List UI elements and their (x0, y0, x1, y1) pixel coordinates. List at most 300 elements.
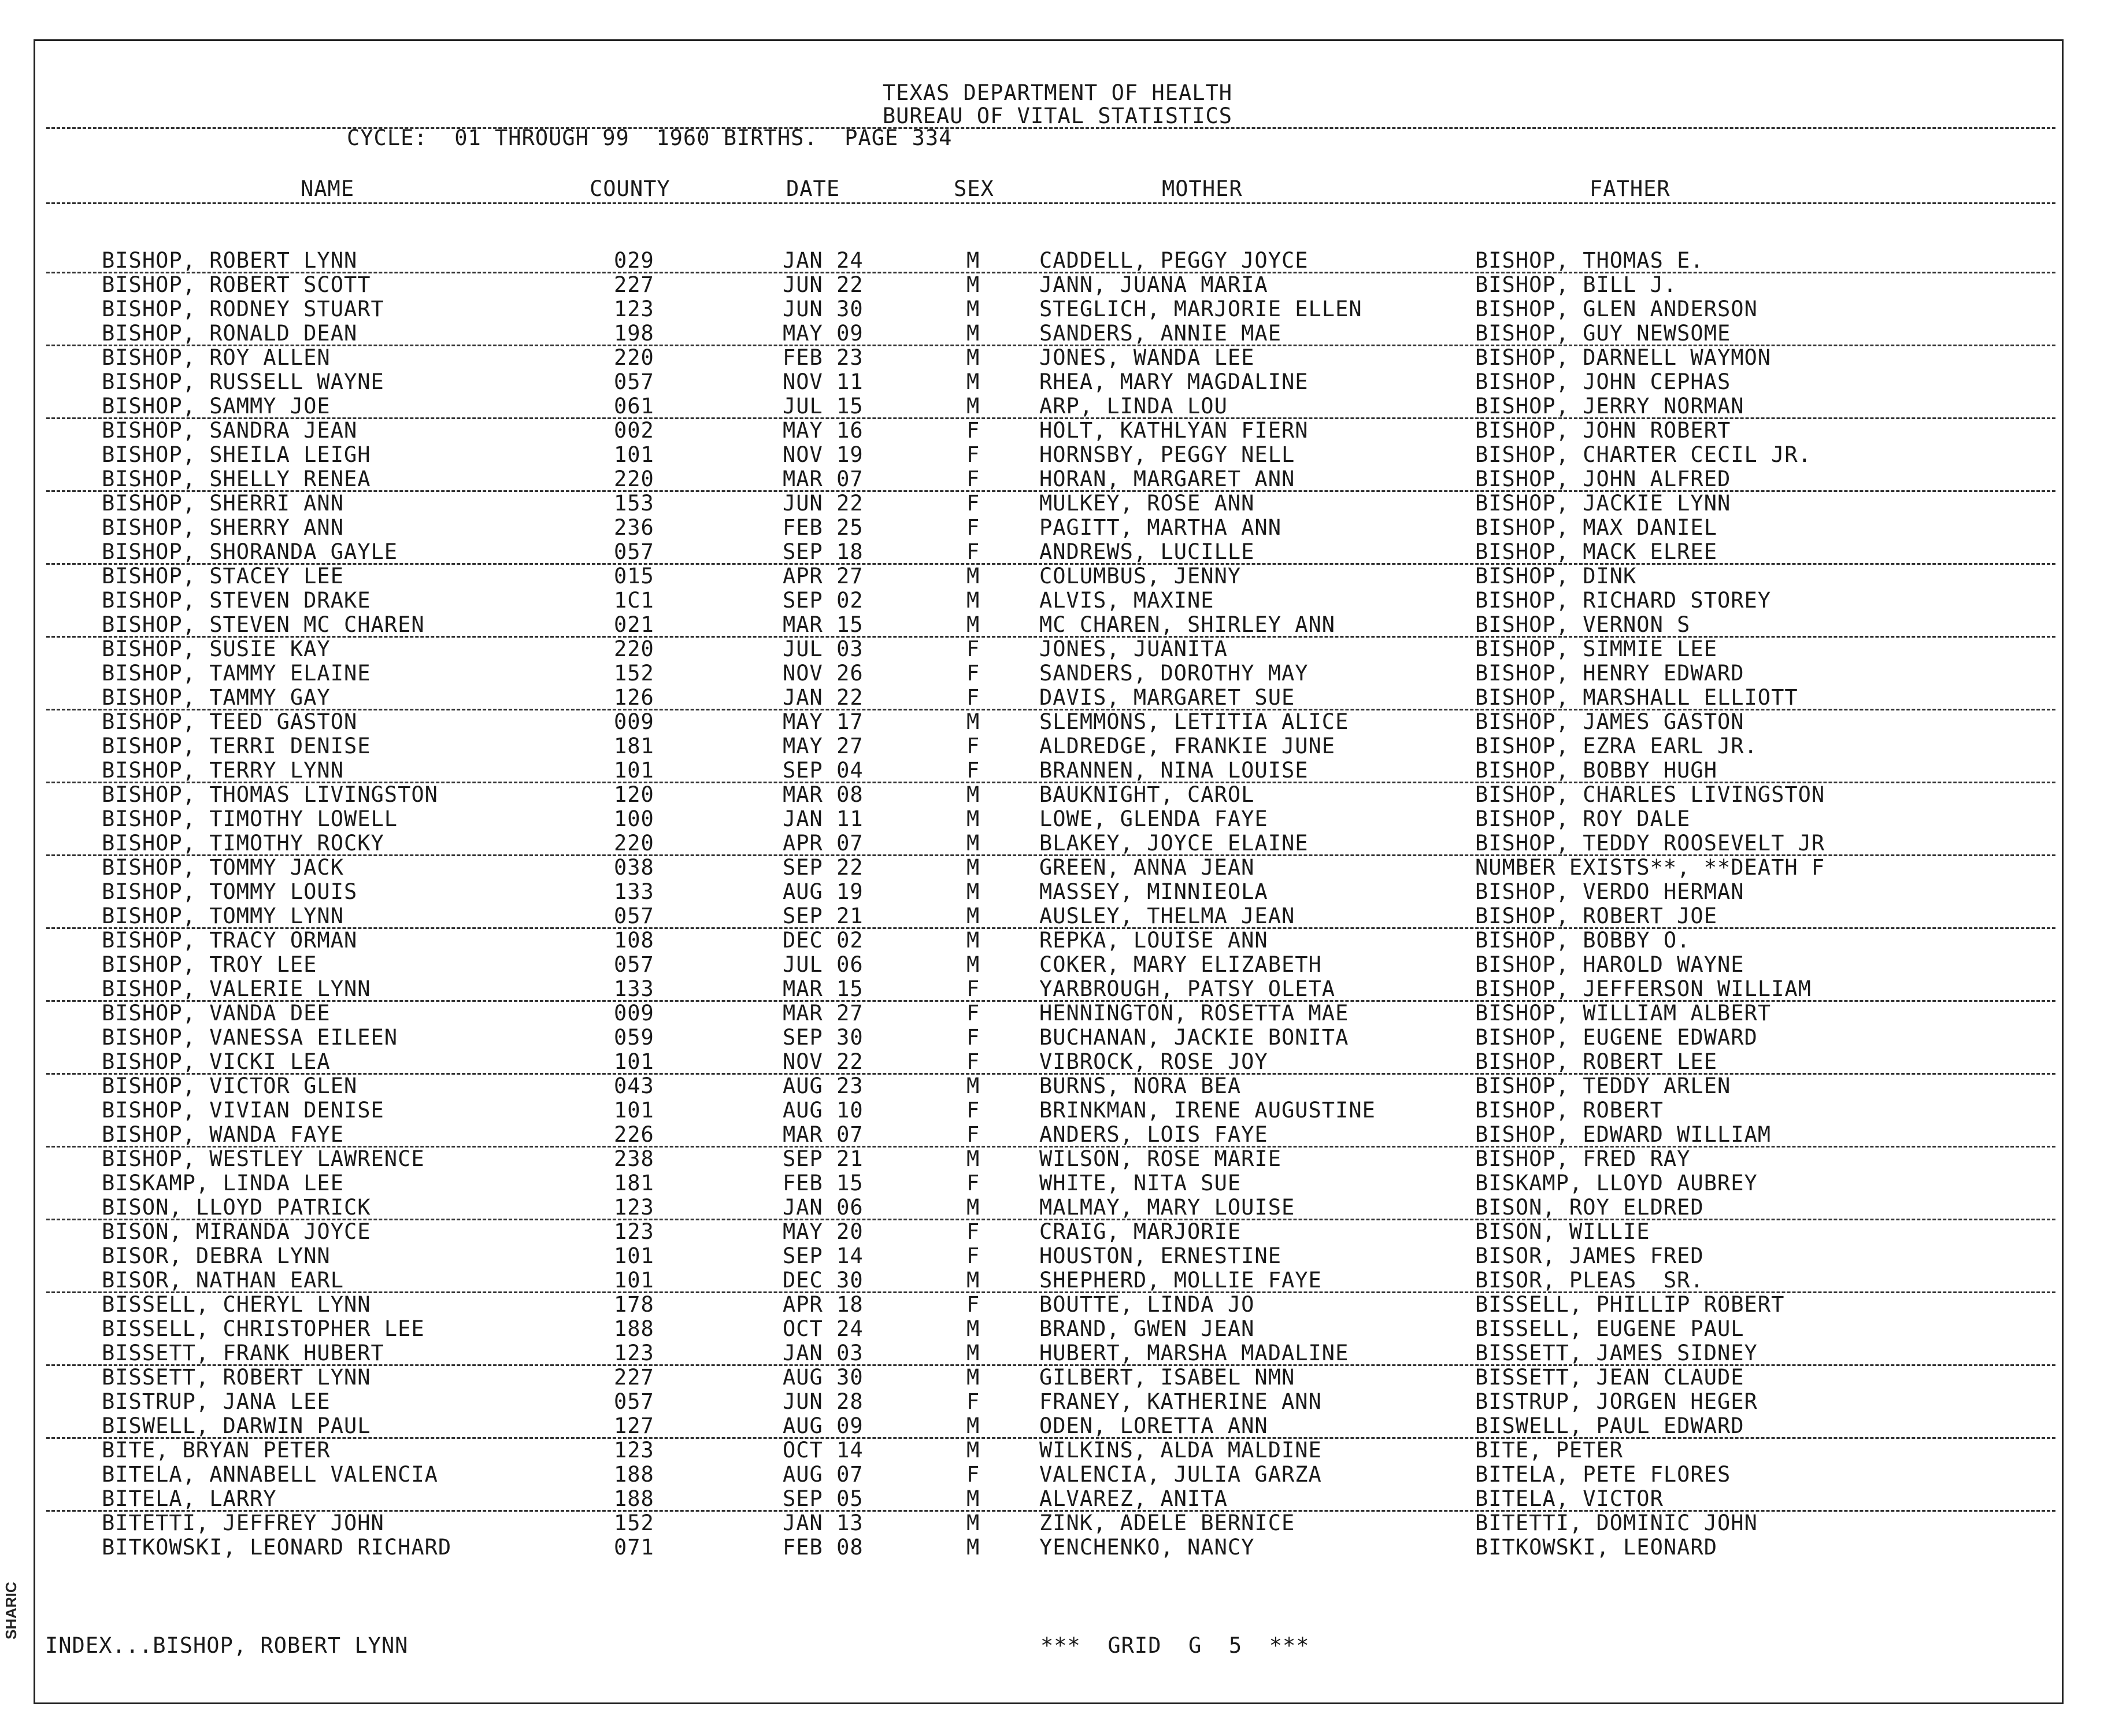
side-label: SHARIC (2, 1582, 20, 1639)
cell-county: 021 (614, 612, 654, 637)
cell-father: BISHOP, HENRY EDWARD (1475, 661, 1744, 686)
table-row (0, 297, 2115, 321)
cell-father: BITKOWSKI, LEONARD (1475, 1535, 1717, 1560)
cell-father: BISHOP, BOBBY O. (1475, 928, 1691, 953)
cell-name: BISHOP, TAMMY GAY (102, 685, 331, 710)
cell-mother: PAGITT, MARTHA ANN (1039, 515, 1281, 540)
cell-name: BISHOP, TOMMY JACK (102, 855, 344, 880)
cell-date: JUN 22 (783, 491, 864, 516)
cell-date: AUG 07 (783, 1462, 864, 1487)
cell-date: SEP 14 (783, 1243, 864, 1268)
cell-father: BITE, PETER (1475, 1438, 1624, 1463)
cell-mother: BRANNEN, NINA LOUISE (1039, 758, 1309, 783)
table-row (0, 1026, 2115, 1050)
cell-name: BITELA, ANNABELL VALENCIA (102, 1462, 438, 1487)
cell-mother: JONES, WANDA LEE (1039, 345, 1255, 370)
cell-father: BISHOP, RICHARD STOREY (1475, 588, 1772, 613)
cell-date: FEB 15 (783, 1171, 864, 1195)
cell-county: 123 (614, 1341, 654, 1365)
cell-date: SEP 02 (783, 588, 864, 613)
cell-date: SEP 30 (783, 1025, 864, 1050)
table-row (0, 686, 2115, 710)
cell-name: BISHOP, STEVEN DRAKE (102, 588, 371, 613)
cell-father: BITELA, PETE FLORES (1475, 1462, 1731, 1487)
cell-sex: F (966, 1049, 980, 1074)
cell-county: 220 (614, 345, 654, 370)
cell-sex: F (966, 758, 980, 783)
cell-name: BISKAMP, LINDA LEE (102, 1171, 344, 1195)
cell-county: 227 (614, 1365, 654, 1390)
cell-mother: MASSEY, MINNIEOLA (1039, 879, 1268, 904)
cell-mother: ARP, LINDA LOU (1039, 394, 1228, 419)
header-rule-2 (46, 202, 2055, 204)
cell-sex: F (966, 515, 980, 540)
cell-father: BISHOP, WILLIAM ALBERT (1475, 1001, 1772, 1026)
cell-father: BISHOP, JERRY NORMAN (1475, 394, 1744, 419)
cell-sex: M (966, 1511, 980, 1535)
column-date: DATE (786, 176, 840, 201)
table-row (0, 1001, 2115, 1026)
table-row (0, 928, 2115, 953)
cell-mother: COLUMBUS, JENNY (1039, 564, 1242, 588)
table-row (0, 880, 2115, 904)
cell-sex: F (966, 442, 980, 467)
cell-date: SEP 05 (783, 1486, 864, 1511)
cell-mother: JONES, JUANITA (1039, 636, 1228, 661)
column-sex: SEX (954, 176, 994, 201)
cell-father: BISSETT, JAMES SIDNEY (1475, 1341, 1758, 1365)
cell-father: BISHOP, JOHN CEPHAS (1475, 369, 1731, 394)
cell-date: SEP 18 (783, 539, 864, 564)
cell-mother: BUCHANAN, JACKIE BONITA (1039, 1025, 1349, 1050)
cell-date: APR 07 (783, 831, 864, 856)
cell-sex: M (966, 1074, 980, 1098)
table-row (0, 1123, 2115, 1147)
cell-name: BISOR, NATHAN EARL (102, 1268, 344, 1293)
cell-date: JAN 24 (783, 248, 864, 273)
cell-date: OCT 24 (783, 1316, 864, 1341)
cell-name: BISHOP, VANESSA EILEEN (102, 1025, 398, 1050)
cell-county: 181 (614, 1171, 654, 1195)
footer-index: INDEX...BISHOP, ROBERT LYNN (45, 1633, 409, 1658)
cell-father: BITELA, VICTOR (1475, 1486, 1664, 1511)
cell-name: BISON, LLOYD PATRICK (102, 1195, 371, 1220)
cell-name: BISHOP, SUSIE KAY (102, 636, 331, 661)
cell-sex: F (966, 1462, 980, 1487)
cell-name: BISHOP, ROY ALLEN (102, 345, 331, 370)
cycle-line: CYCLE: 01 THROUGH 99 1960 BIRTHS. PAGE 334 (347, 125, 953, 150)
cell-county: 236 (614, 515, 654, 540)
cell-date: APR 18 (783, 1292, 864, 1317)
cell-date: JUN 22 (783, 272, 864, 297)
cell-sex: M (966, 855, 980, 880)
cell-name: BISHOP, SHEILA LEIGH (102, 442, 371, 467)
cell-date: JUN 30 (783, 297, 864, 321)
cell-county: 178 (614, 1292, 654, 1317)
cell-name: BISHOP, TIMOTHY ROCKY (102, 831, 384, 856)
cell-sex: M (966, 1268, 980, 1293)
cell-county: 133 (614, 976, 654, 1001)
table-row (0, 637, 2115, 661)
cell-date: DEC 02 (783, 928, 864, 953)
cell-sex: M (966, 297, 980, 321)
cell-county: 188 (614, 1316, 654, 1341)
cell-sex: F (966, 1171, 980, 1195)
cell-name: BISHOP, VICKI LEA (102, 1049, 331, 1074)
cell-date: APR 27 (783, 564, 864, 588)
cell-mother: HORNSBY, PEGGY NELL (1039, 442, 1295, 467)
cell-mother: WILSON, ROSE MARIE (1039, 1146, 1281, 1171)
table-row (0, 1414, 2115, 1438)
table-row (0, 613, 2115, 637)
cell-father: BISHOP, JACKIE LYNN (1475, 491, 1731, 516)
cell-county: 220 (614, 831, 654, 856)
table-row (0, 1511, 2115, 1535)
cell-father: BISHOP, VERDO HERMAN (1475, 879, 1744, 904)
table-row (0, 491, 2115, 516)
cell-sex: M (966, 394, 980, 419)
cell-sex: F (966, 467, 980, 491)
table-row (0, 1050, 2115, 1074)
cell-sex: M (966, 806, 980, 831)
cell-father: BISHOP, SIMMIE LEE (1475, 636, 1717, 661)
cell-name: BISHOP, RONALD DEAN (102, 321, 358, 346)
cell-mother: ANDREWS, LUCILLE (1039, 539, 1255, 564)
cell-father: NUMBER EXISTS**, **DEATH F (1475, 855, 1825, 880)
cell-mother: MALMAY, MARY LOUISE (1039, 1195, 1295, 1220)
cell-mother: HOUSTON, ERNESTINE (1039, 1243, 1281, 1268)
cell-name: BISHOP, THOMAS LIVINGSTON (102, 782, 438, 807)
cell-sex: M (966, 248, 980, 273)
table-row (0, 1487, 2115, 1511)
cell-county: 198 (614, 321, 654, 346)
cell-sex: M (966, 1365, 980, 1390)
cell-name: BISHOP, VALERIE LYNN (102, 976, 371, 1001)
cell-date: MAR 27 (783, 1001, 864, 1026)
column-header-row (0, 177, 2115, 201)
cell-father: BISHOP, TEDDY ARLEN (1475, 1074, 1731, 1098)
cell-father: BISOR, JAMES FRED (1475, 1243, 1704, 1268)
cell-mother: VALENCIA, JULIA GARZA (1039, 1462, 1322, 1487)
table-row (0, 977, 2115, 1001)
cell-mother: ALVIS, MAXINE (1039, 588, 1214, 613)
cell-sex: M (966, 952, 980, 977)
table-row (0, 904, 2115, 928)
table-row (0, 540, 2115, 564)
cell-sex: M (966, 1146, 980, 1171)
cell-father: BISHOP, THOMAS E. (1475, 248, 1704, 273)
table-row (0, 758, 2115, 783)
cell-county: 002 (614, 418, 654, 443)
cell-mother: GILBERT, ISABEL NMN (1039, 1365, 1295, 1390)
cell-name: BISHOP, RODNEY STUART (102, 297, 384, 321)
cell-sex: M (966, 345, 980, 370)
cell-date: FEB 25 (783, 515, 864, 540)
table-row (0, 1220, 2115, 1244)
cell-date: AUG 19 (783, 879, 864, 904)
cell-mother: MULKEY, ROSE ANN (1039, 491, 1255, 516)
cell-county: 126 (614, 685, 654, 710)
table-row (0, 516, 2115, 540)
cell-father: BISHOP, CHARTER CECIL JR. (1475, 442, 1812, 467)
cell-father: BISHOP, EZRA EARL JR. (1475, 734, 1758, 758)
column-name: NAME (301, 176, 355, 201)
cell-date: JUN 28 (783, 1389, 864, 1414)
cell-name: BISWELL, DARWIN PAUL (102, 1413, 371, 1438)
cell-name: BISHOP, VANDA DEE (102, 1001, 331, 1026)
cell-county: 152 (614, 1511, 654, 1535)
cell-sex: M (966, 564, 980, 588)
cell-name: BISHOP, ROBERT SCOTT (102, 272, 371, 297)
cell-father: BISHOP, CHARLES LIVINGSTON (1475, 782, 1825, 807)
table-row (0, 443, 2115, 467)
cell-sex: M (966, 321, 980, 346)
cell-mother: LOWE, GLENDA FAYE (1039, 806, 1268, 831)
table-row (0, 1293, 2115, 1317)
cell-name: BITKOWSKI, LEONARD RICHARD (102, 1535, 452, 1560)
cell-sex: F (966, 418, 980, 443)
cell-date: NOV 19 (783, 442, 864, 467)
table-row (0, 370, 2115, 394)
table-row (0, 807, 2115, 831)
cell-name: BISHOP, TRACY ORMAN (102, 928, 358, 953)
cell-date: NOV 11 (783, 369, 864, 394)
cell-name: BISHOP, SHERRI ANN (102, 491, 344, 516)
cell-date: JAN 13 (783, 1511, 864, 1535)
cell-county: 057 (614, 369, 654, 394)
table-row (0, 734, 2115, 758)
cell-sex: F (966, 1243, 980, 1268)
cell-county: 120 (614, 782, 654, 807)
footer-grid: *** GRID G 5 *** (1040, 1633, 1310, 1658)
cell-sex: F (966, 661, 980, 686)
cell-county: 009 (614, 709, 654, 734)
cell-father: BISHOP, TEDDY ROOSEVELT JR (1475, 831, 1825, 856)
cell-sex: M (966, 928, 980, 953)
cell-date: SEP 21 (783, 1146, 864, 1171)
cell-county: 227 (614, 272, 654, 297)
table-row (0, 1365, 2115, 1390)
cell-name: BISHOP, TOMMY LOUIS (102, 879, 358, 904)
cell-name: BISHOP, WANDA FAYE (102, 1122, 344, 1147)
header-title: TEXAS DEPARTMENT OF HEALTH (882, 80, 1233, 105)
cell-sex: F (966, 1001, 980, 1026)
cell-mother: ANDERS, LOIS FAYE (1039, 1122, 1268, 1147)
cell-county: 238 (614, 1146, 654, 1171)
cell-father: BISTRUP, JORGEN HEGER (1475, 1389, 1758, 1414)
cell-name: BISHOP, SHORANDA GAYLE (102, 539, 398, 564)
cell-date: JAN 11 (783, 806, 864, 831)
cell-father: BISHOP, GUY NEWSOME (1475, 321, 1731, 346)
cell-county: 123 (614, 1438, 654, 1463)
table-row (0, 249, 2115, 273)
column-mother: MOTHER (1162, 176, 1243, 201)
cell-name: BISHOP, SANDRA JEAN (102, 418, 358, 443)
cell-date: MAR 07 (783, 1122, 864, 1147)
cell-sex: M (966, 782, 980, 807)
cell-date: NOV 22 (783, 1049, 864, 1074)
cell-county: 057 (614, 539, 654, 564)
cell-county: 009 (614, 1001, 654, 1026)
cell-date: DEC 30 (783, 1268, 864, 1293)
cell-sex: M (966, 1413, 980, 1438)
cell-mother: WHITE, NITA SUE (1039, 1171, 1242, 1195)
table-row (0, 467, 2115, 491)
cell-county: 101 (614, 1049, 654, 1074)
cell-name: BISHOP, STEVEN MC CHAREN (102, 612, 425, 637)
cell-county: 061 (614, 394, 654, 419)
cell-father: BISHOP, ROBERT LEE (1475, 1049, 1717, 1074)
cell-mother: ODEN, LORETTA ANN (1039, 1413, 1268, 1438)
cell-county: 057 (614, 1389, 654, 1414)
cell-sex: F (966, 734, 980, 758)
cell-county: 071 (614, 1535, 654, 1560)
cell-father: BISHOP, MAX DANIEL (1475, 515, 1717, 540)
cell-mother: AUSLEY, THELMA JEAN (1039, 904, 1295, 928)
cell-date: MAR 07 (783, 467, 864, 491)
cell-name: BISHOP, VICTOR GLEN (102, 1074, 358, 1098)
table-row (0, 1171, 2115, 1195)
cell-mother: REPKA, LOUISE ANN (1039, 928, 1268, 953)
cell-father: BISHOP, EUGENE EDWARD (1475, 1025, 1758, 1050)
cell-name: BISHOP, ROBERT LYNN (102, 248, 358, 273)
cell-father: BISON, ROY ELDRED (1475, 1195, 1704, 1220)
cell-county: 101 (614, 1098, 654, 1123)
cell-county: 108 (614, 928, 654, 953)
cell-date: SEP 04 (783, 758, 864, 783)
table-row (0, 346, 2115, 370)
cell-sex: F (966, 539, 980, 564)
cell-date: MAY 20 (783, 1219, 864, 1244)
cell-date: SEP 22 (783, 855, 864, 880)
table-row (0, 953, 2115, 977)
cell-name: BISHOP, TERRI DENISE (102, 734, 371, 758)
cell-county: 123 (614, 1219, 654, 1244)
cell-date: AUG 30 (783, 1365, 864, 1390)
cell-father: BISHOP, VERNON S (1475, 612, 1691, 637)
cell-name: BITETTI, JEFFREY JOHN (102, 1511, 384, 1535)
cell-sex: M (966, 1195, 980, 1220)
column-father: FATHER (1590, 176, 1670, 201)
cell-county: 038 (614, 855, 654, 880)
cell-father: BISHOP, ROBERT (1475, 1098, 1664, 1123)
table-row (0, 321, 2115, 346)
cell-father: BITETTI, DOMINIC JOHN (1475, 1511, 1758, 1535)
cell-mother: YENCHENKO, NANCY (1039, 1535, 1255, 1560)
table-row (0, 564, 2115, 588)
cell-name: BISSETT, FRANK HUBERT (102, 1341, 384, 1365)
cell-sex: F (966, 1122, 980, 1147)
cell-father: BISHOP, DINK (1475, 564, 1637, 588)
cell-county: 123 (614, 1195, 654, 1220)
cell-father: BISHOP, EDWARD WILLIAM (1475, 1122, 1772, 1147)
cell-sex: M (966, 612, 980, 637)
table-row (0, 783, 2115, 807)
cell-father: BISHOP, ROBERT JOE (1475, 904, 1717, 928)
cell-county: 226 (614, 1122, 654, 1147)
cell-sex: M (966, 904, 980, 928)
cell-mother: BRAND, GWEN JEAN (1039, 1316, 1255, 1341)
cell-mother: ALDREDGE, FRANKIE JUNE (1039, 734, 1336, 758)
cell-name: BISON, MIRANDA JOYCE (102, 1219, 371, 1244)
cell-date: MAR 15 (783, 612, 864, 637)
cell-county: 057 (614, 904, 654, 928)
cell-name: BISSELL, CHERYL LYNN (102, 1292, 371, 1317)
cell-father: BISHOP, MACK ELREE (1475, 539, 1717, 564)
cell-mother: BRINKMAN, IRENE AUGUSTINE (1039, 1098, 1376, 1123)
cell-sex: M (966, 272, 980, 297)
cell-name: BISSELL, CHRISTOPHER LEE (102, 1316, 425, 1341)
cell-date: MAY 17 (783, 709, 864, 734)
cell-father: BISHOP, ROY DALE (1475, 806, 1691, 831)
cell-sex: M (966, 1316, 980, 1341)
table-row (0, 1244, 2115, 1268)
cell-mother: GREEN, ANNA JEAN (1039, 855, 1255, 880)
cell-sex: M (966, 831, 980, 856)
cell-date: FEB 23 (783, 345, 864, 370)
cell-mother: BAUKNIGHT, CAROL (1039, 782, 1255, 807)
cell-mother: RHEA, MARY MAGDALINE (1039, 369, 1309, 394)
cell-date: JAN 22 (783, 685, 864, 710)
table-row (0, 588, 2115, 613)
cell-father: BISHOP, JEFFERSON WILLIAM (1475, 976, 1812, 1001)
table-row (0, 1535, 2115, 1560)
table-row (0, 273, 2115, 297)
cell-name: BISHOP, RUSSELL WAYNE (102, 369, 384, 394)
cell-mother: SANDERS, ANNIE MAE (1039, 321, 1281, 346)
table-row (0, 661, 2115, 686)
cell-county: 029 (614, 248, 654, 273)
cell-mother: HORAN, MARGARET ANN (1039, 467, 1295, 491)
cell-father: BISSETT, JEAN CLAUDE (1475, 1365, 1744, 1390)
table-row (0, 1390, 2115, 1414)
cell-sex: M (966, 1438, 980, 1463)
cell-date: MAR 15 (783, 976, 864, 1001)
cell-date: MAY 27 (783, 734, 864, 758)
cell-name: BITE, BRYAN PETER (102, 1438, 331, 1463)
cell-county: 188 (614, 1486, 654, 1511)
cell-name: BISHOP, TOMMY LYNN (102, 904, 344, 928)
cell-county: 057 (614, 952, 654, 977)
cell-name: BISHOP, STACEY LEE (102, 564, 344, 588)
cell-name: BISHOP, TROY LEE (102, 952, 317, 977)
cell-name: BISHOP, TAMMY ELAINE (102, 661, 371, 686)
cell-mother: DAVIS, MARGARET SUE (1039, 685, 1295, 710)
cell-county: 220 (614, 467, 654, 491)
cell-mother: MC CHAREN, SHIRLEY ANN (1039, 612, 1336, 637)
cell-name: BISHOP, VIVIAN DENISE (102, 1098, 384, 1123)
table-row (0, 1268, 2115, 1293)
cell-sex: M (966, 1486, 980, 1511)
cell-sex: M (966, 588, 980, 613)
cell-date: OCT 14 (783, 1438, 864, 1463)
cell-county: 100 (614, 806, 654, 831)
cell-date: AUG 10 (783, 1098, 864, 1123)
cell-name: BISHOP, SHELLY RENEA (102, 467, 371, 491)
cell-date: AUG 23 (783, 1074, 864, 1098)
cell-mother: SHEPHERD, MOLLIE FAYE (1039, 1268, 1322, 1293)
cell-mother: ALVAREZ, ANITA (1039, 1486, 1228, 1511)
cell-mother: HOLT, KATHLYAN FIERN (1039, 418, 1309, 443)
table-row (0, 1341, 2115, 1365)
cell-date: JUL 15 (783, 394, 864, 419)
cell-name: BISHOP, SHERRY ANN (102, 515, 344, 540)
cell-sex: M (966, 1341, 980, 1365)
cell-county: 101 (614, 442, 654, 467)
cell-county: 127 (614, 1413, 654, 1438)
cell-mother: BURNS, NORA BEA (1039, 1074, 1242, 1098)
cell-father: BISHOP, JAMES GASTON (1475, 709, 1744, 734)
